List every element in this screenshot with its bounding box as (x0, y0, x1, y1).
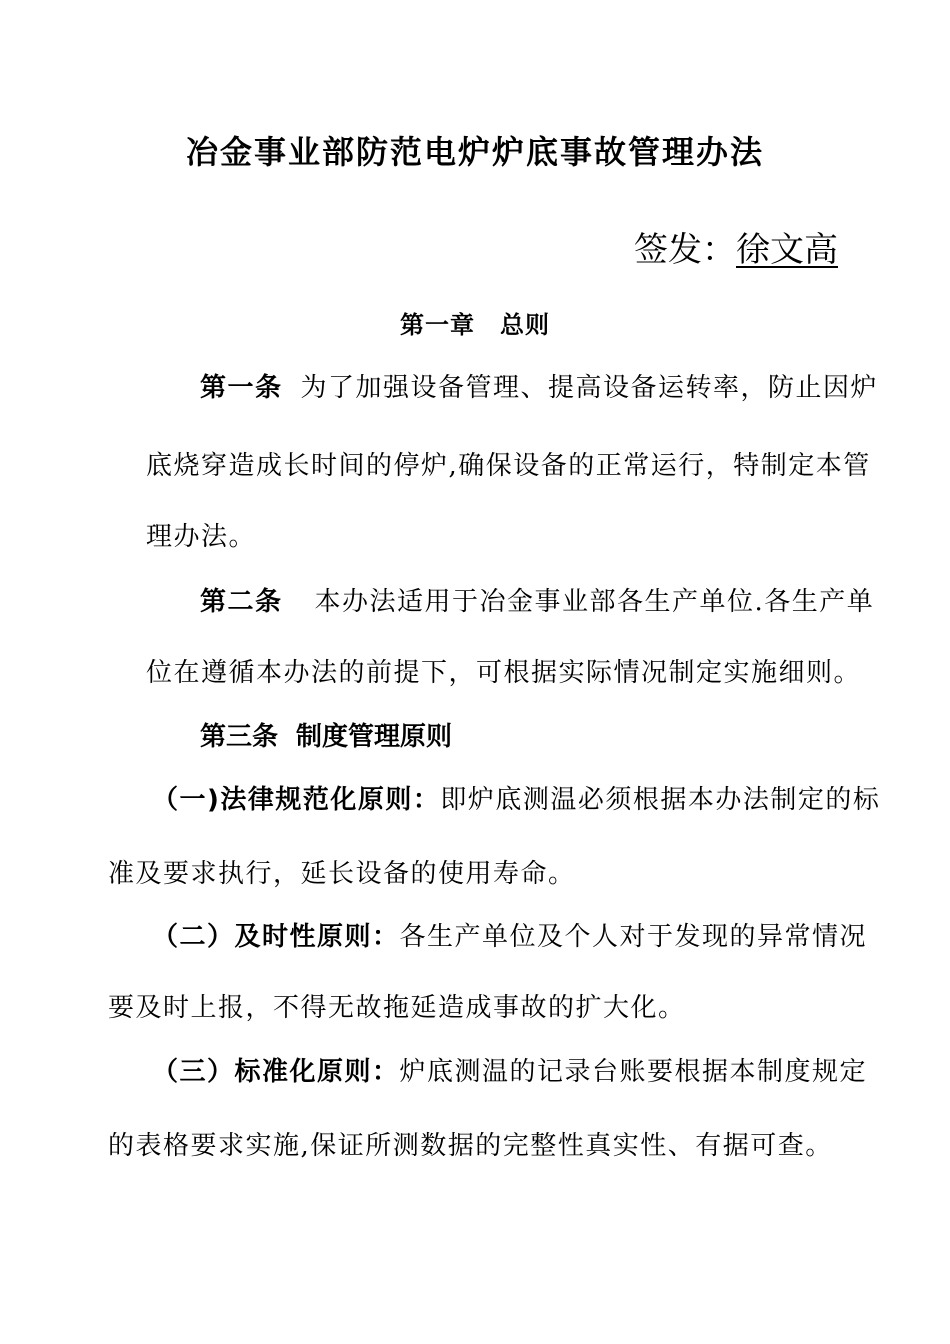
principle-label: （三）标准化原则： (152, 1057, 400, 1087)
article-1-line-3: 理办法。 (146, 522, 257, 552)
article-label: 第二条 (200, 587, 283, 617)
principle-text: 炉底测温的记录台账要根据本制度规定 (399, 1057, 868, 1087)
principle-text: 各生产单位及个人对于发现的异常情况 (399, 922, 868, 952)
chapter-heading: 第一章 总则 (400, 311, 550, 339)
principle-1-line-2: 准及要求执行，延长设备的使用寿命。 (108, 859, 576, 889)
principle-3-line-2: 的表格要求实施,保证所测数据的完整性真实性、有据可查。 (108, 1131, 833, 1161)
article-text: 本办法适用于冶金事业部各生产单位.各生产单 (314, 587, 875, 617)
signer-name: 徐文高 (736, 230, 838, 270)
article-2-line-2: 位在遵循本办法的前提下，可根据实际情况制定实施细则。 (146, 658, 862, 688)
principle-2-line-1 (152, 920, 867, 954)
article-3-heading (200, 720, 452, 754)
article-1-line-1 (200, 371, 878, 405)
article-label: 第一条 (200, 373, 283, 403)
article-label: 第三条 (200, 722, 279, 752)
signature-label: 签发： (634, 230, 736, 270)
principle-label: （一)法律规范化原则： (152, 785, 441, 815)
article-2-line-1 (200, 585, 874, 619)
article-heading-text: 制度管理原则 (296, 722, 453, 752)
article-text: 为了加强设备管理、提高设备运转率，防止因炉 (300, 373, 879, 403)
principle-3-line-1 (152, 1055, 867, 1089)
signature-line (634, 226, 838, 274)
principle-label: （二）及时性原则： (152, 922, 400, 952)
document-title: 冶金事业部防范电炉炉底事故管理办法 (185, 133, 764, 171)
principle-2-line-2: 要及时上报，不得无故拖延造成事故的扩大化。 (108, 993, 686, 1023)
principle-1-line-1 (152, 783, 880, 817)
principle-text: 即炉底测温必须根据本办法制定的标 (440, 785, 881, 815)
article-1-line-2: 底烧穿造成长时间的停炉,确保设备的正常运行，特制定本管 (146, 451, 871, 481)
